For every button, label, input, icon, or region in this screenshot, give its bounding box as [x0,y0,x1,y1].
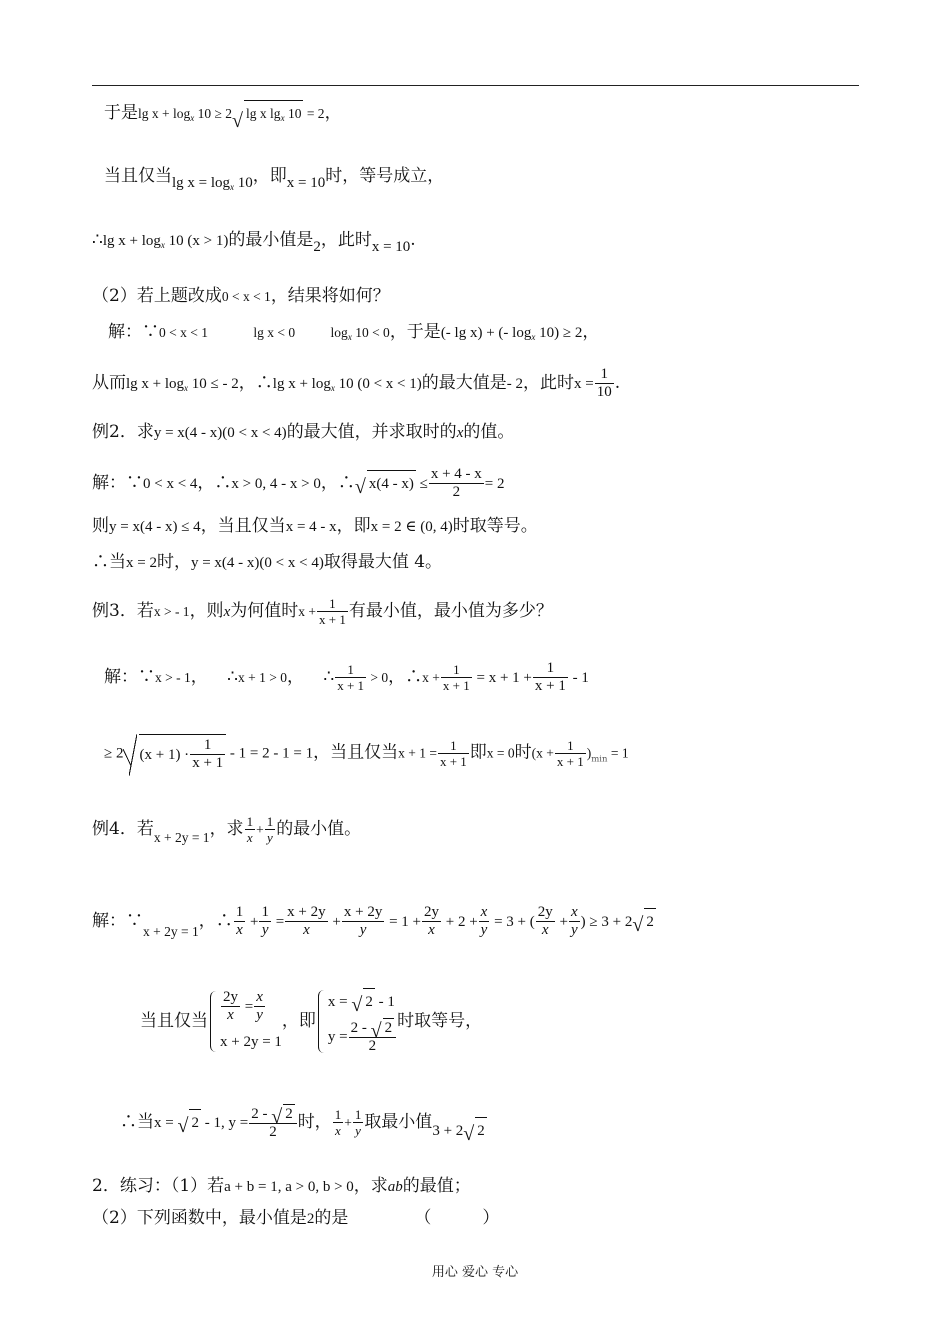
line-17: ∴当x = √ 2 - 1, y = $\frac{2 - √ 2}{2}$ 时， $\frac{1}{x}$ + $\frac{1}{y}$ 取最小值3 + 2√ 2 [120,1104,487,1143]
line-13: ≥ 2 (x + 1) · $\frac{1}{x + 1}$ - 1 = 2 - 1 = 1，当且仅当x + 1 = $\frac{1}{x + 1}$ 即x = 0时(x + $\frac{1}{x + 1}$ )$_{min} = 1$ [104,734,629,772]
line-5: 解：∵0 < x < 1 lg x < 0 $\log_x 10 < 0$，于是(- lg x) + (- $\log_x 10) \ge 2$， [108,322,600,342]
line-4: （2）若上题改成0 < x < 1，结果将如何？ [92,286,390,306]
footer: 用心 爱心 专心 [431,1265,519,1280]
line-16: 当且仅当 $\frac{2y}{x}$ = $\frac{x}{y}$ x + 2y = 1 ，即 x = √ 2 - 1 y = $\frac{2 - √ 2}{2}$ 时取等号， [140,988,482,1055]
text: 于是 [104,103,138,123]
line-12: 解：∵x > - 1， ∴x + 1 > 0， ∴ $\frac{1}{x + 1}$ > 0，∴x + $\frac{1}{x + 1}$ = x + 1 + $\frac{1}{x + 1}$ - 1 [104,660,589,694]
line-19: （2）下列函数中，最小值是2的是 （ ） [92,1208,500,1228]
line-3: ∴lg $x + \log_x 10$ (x > 1)的最小值是2，此时x = 10. [92,230,416,255]
line-14: 例4．若$_{x + 2y = 1}$，求 $\frac{1}{x}$ + $\frac{1}{y}$ 的最小值。 [92,814,362,845]
line-2: 当且仅当$\lg x = \log_x 10$，即x = 10时，等号成立， [104,166,445,192]
line-8: 解：∵0 < x < 4，∴x > 0, 4 - x > 0，∴√ x(4 - x) ≤ $\frac{x + 4 - x}{2}$ = 2 [92,466,505,501]
text: ， [324,103,342,123]
formula: $\lg x + \log_x 10 \ge 2√$ lg x $\lg_x 10 = 2$ [138,106,325,121]
line-9: 则y = x(4 - x) ≤ 4，当且仅当x = 4 - x，即x = 2 ∈ (0, 4)时取等号。 [92,516,538,536]
line-15: 解：$\because_{x + 2y = 1}$，∴ $\frac{1}{x}$ + $\frac{1}{y}$ = $\frac{x + 2y}{x}$ + $\frac{x + 2y}{y}$ = 1 + $\frac{2y}{x}$ + 2 + $\frac{x}{y}$ = 3 + ( $\frac{2y}{x}$ + $\frac{x}{y}$ ) ≥ 3 + 2√ 2 [92,904,656,944]
header-rule [92,85,859,86]
line-10: ∴当x = 2时，y = x(4 - x)(0 < x < 4)取得最大值 4。 [92,552,443,572]
line-1 [104,100,342,130]
line-11: 例3．若x > - 1，则x为何值时x + $\frac{1}{x + 1}$ 有最小值，最小值为多少？ [92,596,553,627]
line-6: 从而$\lg x + \log_x 10$ ≤ - 2，∴lg $x + \log_x 10$ (0 < x < 1)的最大值是- 2，此时x = $\frac{1}{10}$ . [92,366,621,400]
line-7: 例2．求y = x(4 - x)(0 < x < 4)的最大值，并求取时的x的值。 [92,422,515,442]
line-18: 2．练习：（1）若a + b = 1, a > 0, b > 0，求ab的最值； [92,1176,471,1196]
